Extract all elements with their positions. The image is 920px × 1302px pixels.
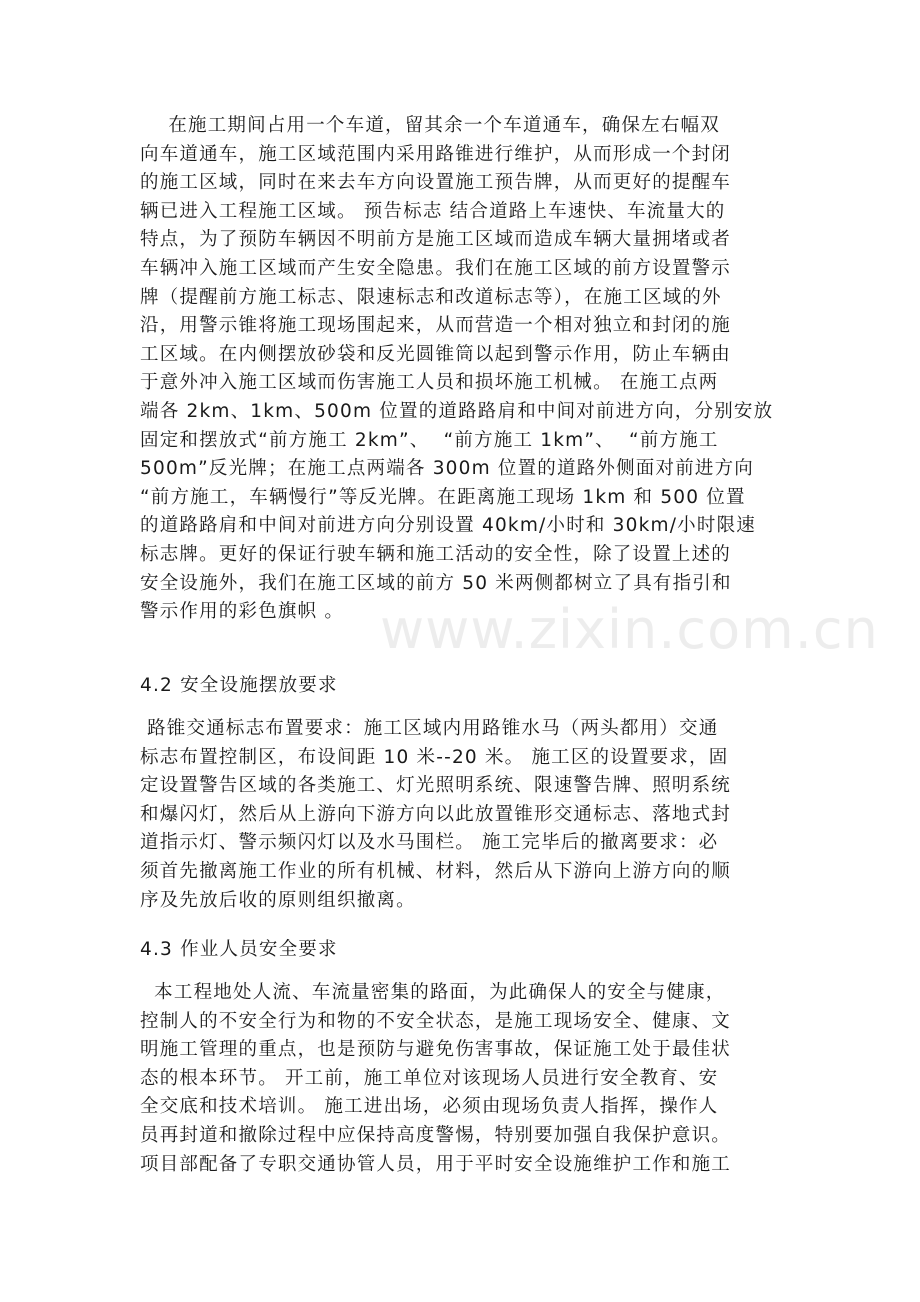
paragraph-safety-facility-placement: 路锥交通标志布置要求：施工区域内用路锥水马（两头都用）交通 标志布置控制区，布设间距 10 米--20 米。 施工区的设置要求，固 定设置警告区域的各类施工、灯光照明系统、限速警告牌、照明系统 和爆闪灯，然后从上游向下游方向以此放置锥形交通标志、落地式封 道指示灯、警示频闪灯以及水马围栏。 施工完毕后的撤离要求：必 须首先撤离施工作业的所有机械、材料，然后从下游向上游方向的顺 序及先放后收的原则组织撤离。 bbox=[140, 718, 732, 911]
section-heading-4-3: 4.3 作业人员安全要求 bbox=[140, 939, 338, 960]
paragraph-traffic-control: 在施工期间占用一个车道，留其余一个车道通车，确保左右幅双 向车道通车，施工区域范围内采用路锥进行维护，从而形成一个封闭 的施工区域，同时在来去车方向设置施工预告牌，从而更好的提醒车 辆已进入工程施工区域。 预告标志 结合道路上车速快、车流量大的 特点，为了预防车辆因不明前方是施工区域而造成车辆大量拥堵或者 车辆冲入施工区域而产生安全隐患。我们在施工区域的前方设置警示 牌（提醒前方施工标志、限速标志和改道标志等），在施工区域的外 沿，用警示锥将施工现场围起来，从而营造一个相对独立和封闭的施 工区域。在内侧摆放砂袋和反光圆锥筒以起到警示作用，防止车辆由 于意外冲入施工区域而伤害施工人员和损坏施工机械。 在施工点两 端各 2km、1km、500m 位置的道路路肩和中间对前进方向，分别安放 固定和摆放式“前方施工 2km”、 “前方施工 1km”、 “前方施工 500m”反光牌；在施工点两端各 300m 位置的道路外侧面对前进方向 “前方施工，车辆慢行”等反光牌。在距离施工现场 1km 和 500 位置 的道路路肩和中间对前进方向分别设置 40km/小时和 30km/小时限速 标志牌。更好的保证行驶车辆和施工活动的安全性，除了设置上述的 安全设施外，我们在施工区域的前方 50 米两侧都树立了具有指引和 警示作用的彩色旗帜 。 bbox=[140, 115, 774, 623]
paragraph-worker-safety: 本工程地处人流、车流量密集的路面，为此确保人的安全与健康， 控制人的不安全行为和物的不安全状态，是施工现场安全、健康、文 明施工管理的重点，也是预防与避免伤害事故，保证施工处于最佳状 态的根本环节。 开工前，施工单位对该现场人员进行安全教育、安 全交底和技术培训。 施工进出场，必须由现场负责人指挥，操作人 员再封道和撤除过程中应保持高度警惕，特别要加强自我保护意识。 项目部配备了专职交通协管人员，用于平时安全设施维护工作和施工 bbox=[140, 982, 732, 1175]
watermark: www.zixin.com.cn bbox=[380, 598, 879, 661]
section-heading-4-2: 4.2 安全设施摆放要求 bbox=[140, 675, 338, 696]
